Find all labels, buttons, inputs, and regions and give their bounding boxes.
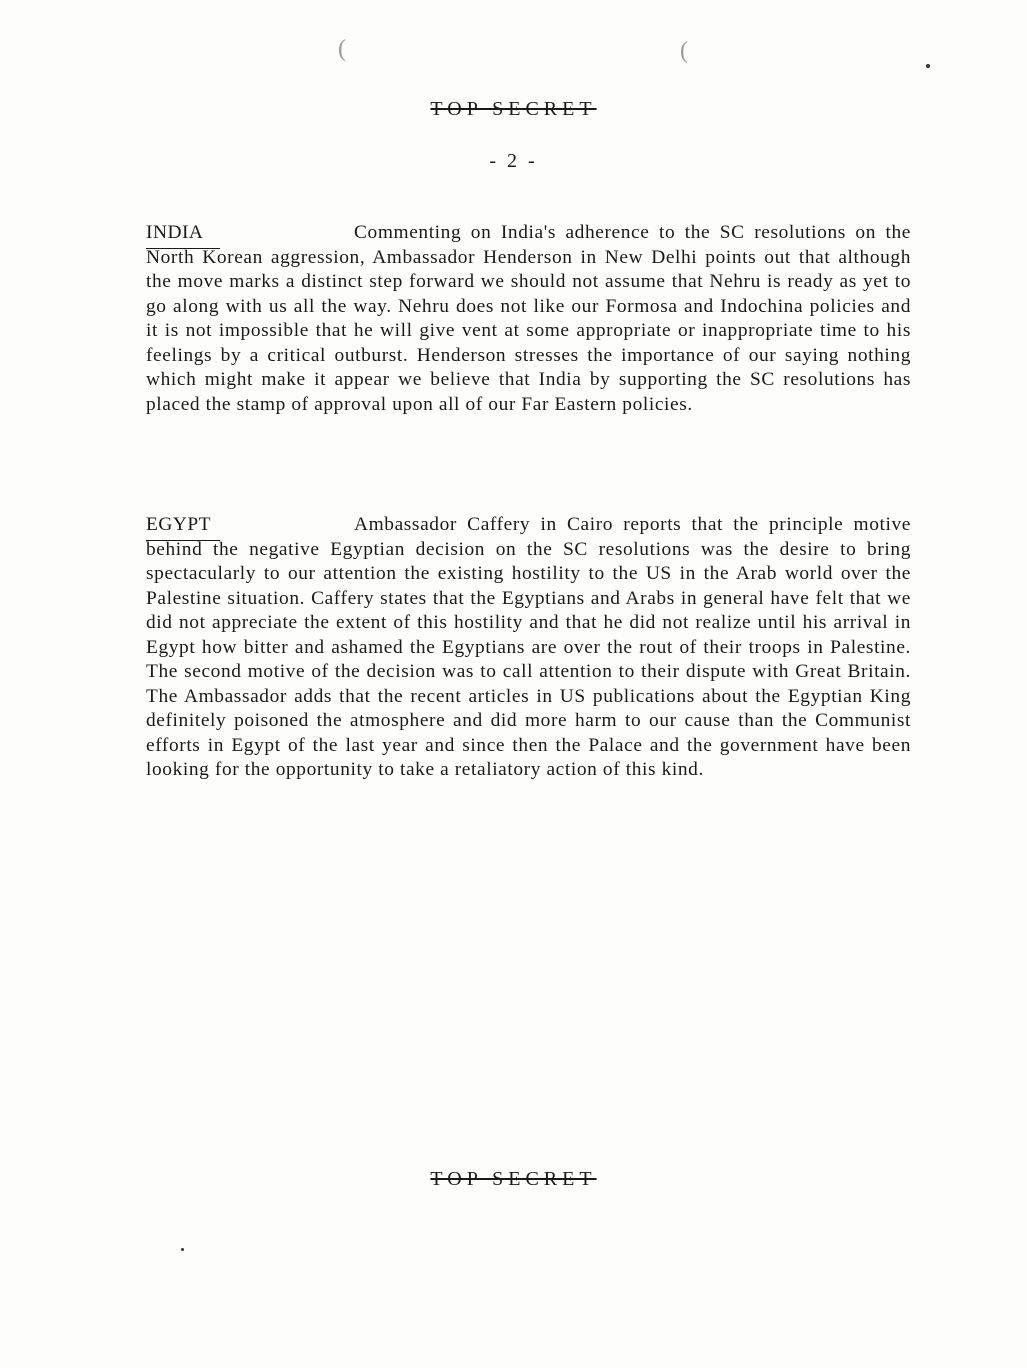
footer-classification: TOP SECRET	[430, 1168, 597, 1190]
margin-mark: (	[338, 36, 346, 62]
section-body: Ambassador Caffery in Cairo reports that the principle motive behind the negative Egyptian decision on the SC resolutions was the desire to bring spectacularly to our attention the existing hostility to the US in the Arab world over the Palestine situation. Caffery states that the Egyptians and Arabs in general have felt that we did not appreciate the extent of this hostility and that he did not realize until his arrival in Egypt how bitter and ashamed the Egyptians are over the rout of their troops in Palestine. The second motive of the decision was to call attention to their dispute with Great Britain. The Ambassador adds that the recent articles in US publications about the Egyptian King definitely poisoned the atmosphere and did more harm to our cause than the Communist efforts in Egypt of the last year and since then the Palace and the government have been looking for the opportunity to take a retaliatory action of this kind.	[146, 514, 911, 780]
section-body: Commenting on India's adherence to the SC resolutions on the North Korean aggression, Ambassador Henderson in New Delhi points out that although the move marks a distinct step forward we should not assume that Nehru is ready as yet to go along with us all the way. Nehru does not like our Formosa and Indochina policies and it is not impossible that he will give vent at some appropriate or inappropriate time to his feelings by a critical outburst. Henderson stresses the importance of our saying nothing which might make it appear we believe that India by supporting the SC resolutions has placed the stamp of approval upon all of our Far Eastern policies.	[146, 222, 911, 415]
ink-speck	[181, 1248, 184, 1251]
section-heading: EGYPT	[146, 513, 220, 541]
margin-mark: (	[680, 38, 688, 64]
header-classification: TOP SECRET	[430, 98, 597, 120]
section-heading: INDIA	[146, 221, 220, 249]
section-india	[146, 221, 911, 417]
section-egypt	[146, 513, 911, 783]
ink-speck	[926, 64, 930, 68]
page-number: - 2 -	[489, 150, 538, 172]
